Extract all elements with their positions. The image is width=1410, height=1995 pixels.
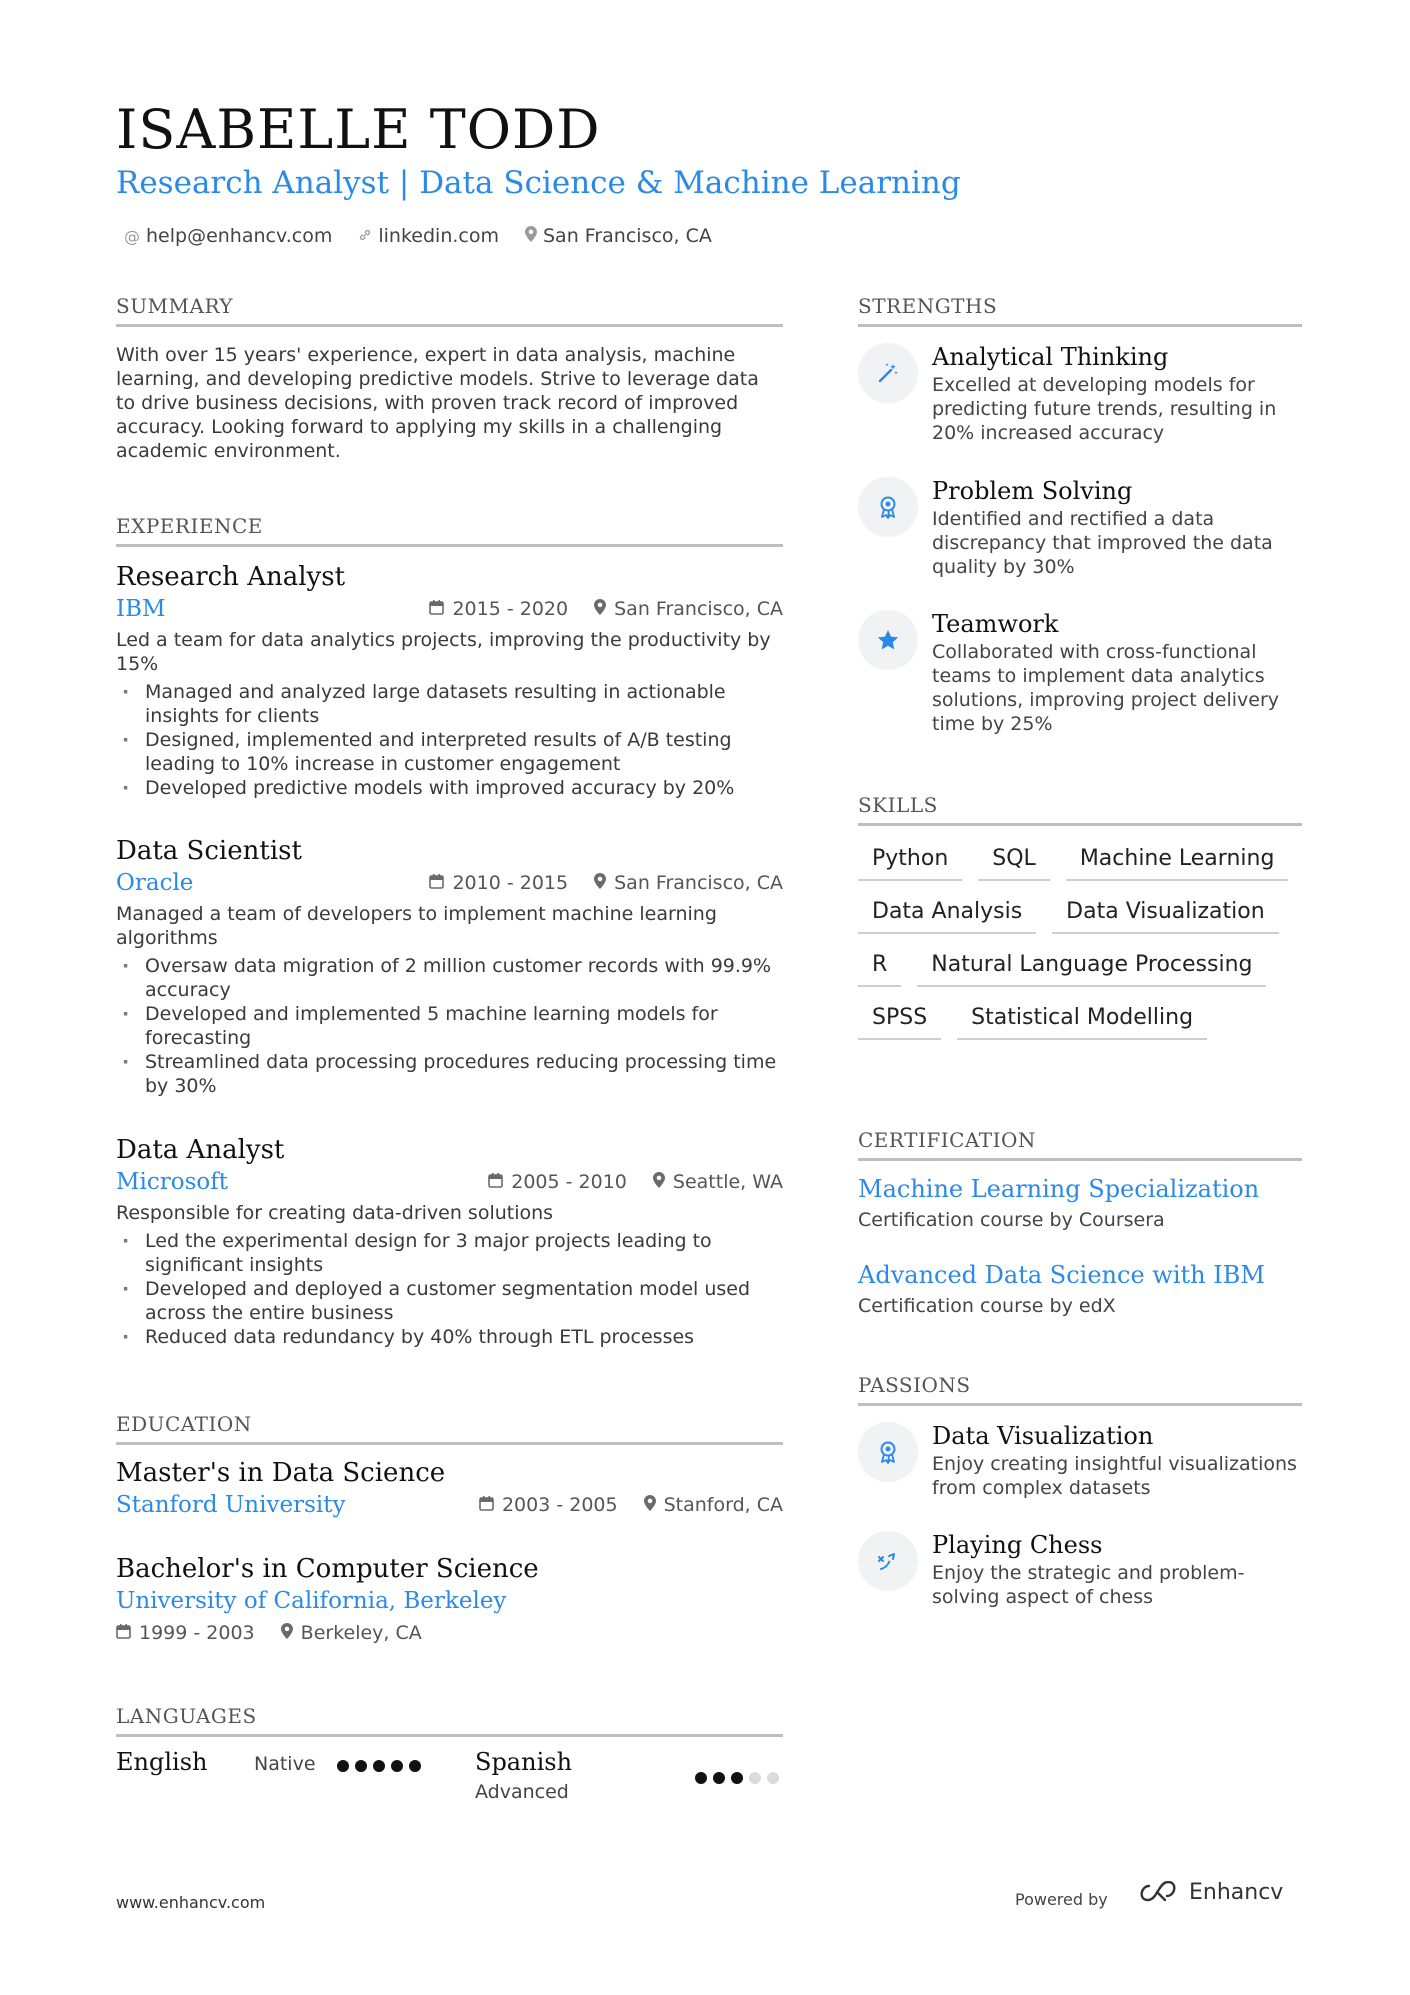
job-title: Research Analyst bbox=[116, 562, 346, 592]
list-item: · Streamlined data processing procedures reducing processing time by 30% bbox=[116, 1050, 783, 1098]
certification-provider: Certification course by Coursera bbox=[858, 1209, 1165, 1231]
enhancv-logo-icon bbox=[1135, 1881, 1181, 1905]
strength-title: Teamwork bbox=[932, 610, 1059, 638]
rating-dot-empty bbox=[749, 1772, 761, 1784]
calendar-icon bbox=[429, 599, 444, 619]
job-description: Managed a team of developers to implement machine learning algorithms bbox=[116, 903, 717, 949]
skills-heading: SKILLS bbox=[858, 793, 1302, 826]
job-description: Responsible for creating data-driven solutions bbox=[116, 1202, 554, 1224]
school-name: University of California, Berkeley bbox=[116, 1588, 507, 1614]
strengths-heading: STRENGTHS bbox=[858, 294, 1302, 327]
list-item: · Reduced data redundancy by 40% through ETL processes bbox=[116, 1325, 783, 1349]
strength-text: Identified and rectified a data discrepancy that improved the data quality by 30% bbox=[932, 508, 1273, 578]
language-rating bbox=[695, 1772, 779, 1784]
rating-dot-filled bbox=[337, 1760, 349, 1772]
passion-item bbox=[858, 1529, 1302, 1609]
certification-item bbox=[858, 1261, 1302, 1317]
brand-logo[interactable] bbox=[1135, 1880, 1283, 1905]
strength-text: Excelled at developing models for predicting future trends, resulting in 20% increased accuracy bbox=[932, 374, 1277, 444]
strength-text: Collaborated with cross-functional teams to implement data analytics solutions, improving project delivery time by 25% bbox=[932, 641, 1280, 735]
location-icon bbox=[525, 226, 537, 246]
language-name: Spanish bbox=[475, 1748, 573, 1776]
certification-title: Advanced Data Science with IBM bbox=[858, 1261, 1265, 1289]
job-title: Data Analyst bbox=[116, 1135, 285, 1165]
location-icon bbox=[653, 1172, 665, 1192]
education-entry bbox=[116, 1552, 783, 1644]
calendar-icon bbox=[429, 873, 444, 893]
language-rating bbox=[337, 1760, 421, 1772]
list-item: · Led the experimental design for 3 major projects leading to significant insights bbox=[116, 1229, 783, 1277]
experience-entry bbox=[116, 834, 783, 1098]
school-name: Stanford University bbox=[116, 1492, 346, 1518]
company-name: Microsoft bbox=[116, 1169, 229, 1195]
contact-email[interactable]: @ help@enhancv.com bbox=[124, 225, 333, 247]
degree-title: Bachelor's in Computer Science bbox=[116, 1554, 539, 1584]
job-bullets bbox=[116, 954, 783, 1098]
footer-website-link[interactable]: www.enhancv.com bbox=[116, 1893, 266, 1912]
job-dates: 2005 - 2010 bbox=[511, 1171, 627, 1193]
job-location: San Francisco, CA bbox=[614, 872, 783, 894]
rating-dot-filled bbox=[713, 1772, 725, 1784]
job-bullets bbox=[116, 1229, 783, 1349]
certification-item bbox=[858, 1175, 1302, 1231]
job-location: Seattle, WA bbox=[672, 1171, 783, 1193]
list-item: · Developed and deployed a customer segmentation model used across the entire business bbox=[116, 1277, 783, 1325]
skill-tag: R bbox=[858, 952, 901, 987]
strength-title: Problem Solving bbox=[932, 477, 1133, 505]
language-level: Native bbox=[254, 1753, 316, 1775]
skill-tag: Machine Learning bbox=[1066, 846, 1289, 881]
experience-entry bbox=[116, 1133, 783, 1349]
rating-dot-filled bbox=[373, 1760, 385, 1772]
location-icon bbox=[594, 873, 606, 893]
strength-item bbox=[858, 608, 1302, 736]
rating-dot-empty bbox=[767, 1772, 779, 1784]
passion-text: Enjoy creating insightful visualizations from complex datasets bbox=[932, 1453, 1297, 1499]
company-name: IBM bbox=[116, 596, 166, 622]
magic-wand-icon bbox=[858, 343, 918, 403]
languages-heading: LANGUAGES bbox=[116, 1704, 783, 1737]
certification-title: Machine Learning Specialization bbox=[858, 1175, 1260, 1203]
link-icon bbox=[358, 227, 372, 246]
rating-dot-filled bbox=[731, 1772, 743, 1784]
passion-title: Data Visualization bbox=[932, 1422, 1154, 1450]
list-item: · Managed and analyzed large datasets resulting in actionable insights for clients bbox=[116, 680, 783, 728]
calendar-icon bbox=[488, 1172, 503, 1192]
contact-bar bbox=[124, 225, 712, 247]
award-ribbon-icon bbox=[858, 477, 918, 537]
skill-tag: Statistical Modelling bbox=[957, 1005, 1207, 1040]
job-dates: 2010 - 2015 bbox=[452, 872, 569, 894]
skill-tag: Data Visualization bbox=[1052, 899, 1278, 934]
list-item: · Developed and implemented 5 machine learning models for forecasting bbox=[116, 1002, 783, 1050]
rating-dot-filled bbox=[355, 1760, 367, 1772]
education-entry bbox=[116, 1456, 783, 1518]
education-location: Stanford, CA bbox=[663, 1494, 783, 1516]
summary-text: With over 15 years' experience, expert in data analysis, machine learning, and developing predictive models. Strive to leverage data to drive business decisions, with proven track record of improved accuracy. Looking forward to applying my skills in a challenging academic environment. bbox=[116, 344, 759, 462]
experience-heading: EXPERIENCE bbox=[116, 514, 783, 547]
experience-entry bbox=[116, 560, 783, 800]
certification-heading: CERTIFICATION bbox=[858, 1128, 1302, 1161]
job-bullets bbox=[116, 680, 783, 800]
job-description: Led a team for data analytics projects, improving the productivity by 15% bbox=[116, 629, 771, 675]
strength-title: Analytical Thinking bbox=[932, 343, 1169, 371]
education-dates: 2003 - 2005 bbox=[501, 1494, 618, 1516]
chess-strategy-icon bbox=[858, 1531, 918, 1591]
location-icon bbox=[644, 1495, 656, 1515]
passions-heading: PASSIONS bbox=[858, 1373, 1302, 1406]
list-item: · Oversaw data migration of 2 million customer records with 99.9% accuracy bbox=[116, 954, 783, 1002]
powered-by-label: Powered by bbox=[1015, 1890, 1108, 1909]
degree-title: Master's in Data Science bbox=[116, 1458, 446, 1488]
language-name: English bbox=[116, 1748, 208, 1776]
strength-item bbox=[858, 341, 1302, 445]
certification-provider: Certification course by edX bbox=[858, 1295, 1116, 1317]
calendar-icon bbox=[479, 1495, 494, 1515]
candidate-title: Research Analyst | Data Science & Machine Learning bbox=[116, 165, 961, 201]
strength-item bbox=[858, 475, 1302, 579]
location-icon bbox=[594, 599, 606, 619]
education-location: Berkeley, CA bbox=[300, 1622, 422, 1644]
location-icon bbox=[281, 1623, 293, 1643]
passion-item bbox=[858, 1420, 1302, 1500]
rating-dot-filled bbox=[409, 1760, 421, 1772]
brand-name: Enhancv bbox=[1189, 1880, 1284, 1905]
skills-list bbox=[858, 846, 1302, 1040]
star-icon bbox=[858, 610, 918, 670]
list-item: · Designed, implemented and interpreted results of A/B testing leading to 10% increase in customer engagement bbox=[116, 728, 783, 776]
passion-text: Enjoy the strategic and problem-solving aspect of chess bbox=[932, 1562, 1245, 1608]
contact-location: San Francisco, CA bbox=[525, 225, 712, 247]
rating-dot-filled bbox=[391, 1760, 403, 1772]
job-dates: 2015 - 2020 bbox=[452, 598, 569, 620]
job-location: San Francisco, CA bbox=[614, 598, 783, 620]
candidate-name: ISABELLE TODD bbox=[116, 98, 601, 161]
passion-title: Playing Chess bbox=[932, 1531, 1103, 1559]
skill-tag: Natural Language Processing bbox=[917, 952, 1266, 987]
skill-tag: Python bbox=[858, 846, 962, 881]
summary-heading: SUMMARY bbox=[116, 294, 783, 327]
company-name: Oracle bbox=[116, 870, 194, 896]
at-icon: @ bbox=[124, 226, 140, 246]
calendar-icon bbox=[116, 1623, 131, 1643]
skill-tag: SPSS bbox=[858, 1005, 941, 1040]
education-dates: 1999 - 2003 bbox=[139, 1622, 255, 1644]
rating-dot-filled bbox=[695, 1772, 707, 1784]
award-ribbon-icon bbox=[858, 1422, 918, 1482]
skill-tag: Data Analysis bbox=[858, 899, 1036, 934]
language-level: Advanced bbox=[475, 1781, 569, 1803]
job-title: Data Scientist bbox=[116, 836, 302, 866]
education-heading: EDUCATION bbox=[116, 1412, 783, 1445]
list-item: · Developed predictive models with improved accuracy by 20% bbox=[116, 776, 783, 800]
skill-tag: SQL bbox=[978, 846, 1050, 881]
contact-linkedin[interactable]: linkedin.com bbox=[358, 225, 499, 247]
